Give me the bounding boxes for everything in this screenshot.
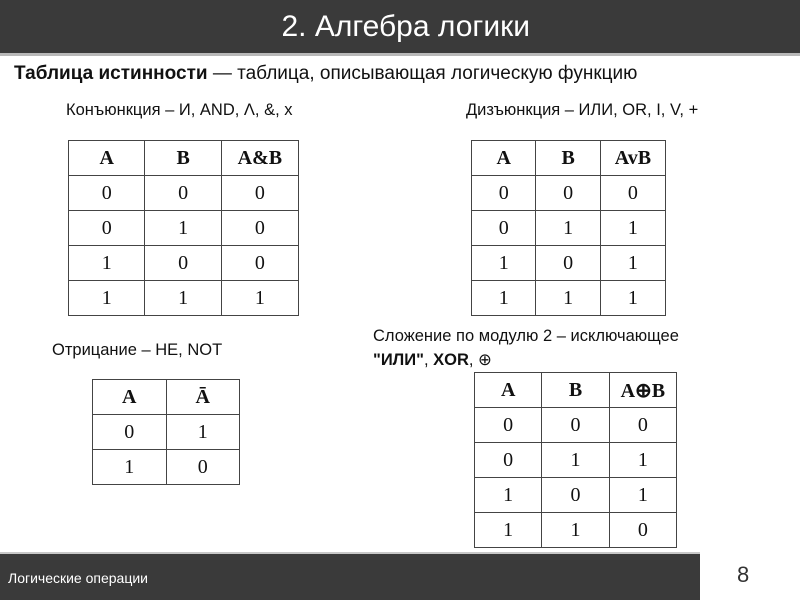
xor-symbol-text: , ⊕ xyxy=(468,351,492,369)
xor-label-separator: , xyxy=(423,351,434,369)
table-cell: 1 xyxy=(93,450,167,485)
table-cell: 0 xyxy=(542,478,609,513)
table-header-cell: A xyxy=(472,141,536,176)
table-cell: 0 xyxy=(166,450,240,485)
table-header-cell: AvB xyxy=(600,141,665,176)
disjunction-table xyxy=(471,140,666,316)
table-cell: 1 xyxy=(69,246,145,281)
table-row xyxy=(69,281,299,316)
table-header-cell: A&B xyxy=(221,141,298,176)
table-header-cell: B xyxy=(536,141,600,176)
table-row xyxy=(472,281,666,316)
table-cell: 1 xyxy=(542,513,609,548)
table-header-cell: A⊕B xyxy=(609,373,676,408)
table-cell: 0 xyxy=(69,176,145,211)
table-row xyxy=(475,513,677,548)
table-cell: 0 xyxy=(221,246,298,281)
table-row xyxy=(475,408,677,443)
table-cell: 1 xyxy=(600,246,665,281)
table-cell: 1 xyxy=(475,478,542,513)
conjunction-table xyxy=(68,140,299,316)
table-cell: 1 xyxy=(609,443,676,478)
table-header-cell: B xyxy=(542,373,609,408)
table-cell: 1 xyxy=(609,478,676,513)
xor-label-line1: Сложение по модулю 2 – исключающее xyxy=(373,327,679,345)
disjunction-label: Дизъюнкция – ИЛИ, OR, I, V, + xyxy=(466,101,699,119)
table-header-cell: A xyxy=(475,373,542,408)
table-cell: 0 xyxy=(536,176,600,211)
page-number: 8 xyxy=(737,562,750,587)
xor-label-or: "ИЛИ" xyxy=(373,351,424,369)
table-cell: 1 xyxy=(536,211,600,246)
table-row xyxy=(69,246,299,281)
table-cell: 0 xyxy=(93,415,167,450)
conjunction-label: Конъюнкция – И, AND, Λ, &, x xyxy=(66,101,293,119)
table-row xyxy=(69,176,299,211)
table-cell: 1 xyxy=(145,211,221,246)
table-cell: 0 xyxy=(69,211,145,246)
table-cell: 1 xyxy=(166,415,240,450)
table-row xyxy=(93,450,240,485)
negation-table xyxy=(92,379,240,485)
table-cell: 0 xyxy=(472,176,536,211)
table-cell: 1 xyxy=(472,246,536,281)
table-cell: 0 xyxy=(145,176,221,211)
section-name: Логические операции xyxy=(8,570,148,586)
footer-bar xyxy=(0,552,700,600)
table-header-cell: Ā xyxy=(166,380,240,415)
table-header-cell: B xyxy=(145,141,221,176)
table-cell: 1 xyxy=(221,281,298,316)
table-row xyxy=(69,211,299,246)
table-row xyxy=(472,246,666,281)
title-bar xyxy=(0,0,800,56)
negation-label: Отрицание – НЕ, NOT xyxy=(52,341,223,359)
table-cell: 0 xyxy=(542,408,609,443)
table-row xyxy=(93,415,240,450)
table-cell: 1 xyxy=(536,281,600,316)
table-header-cell: A xyxy=(93,380,167,415)
table-row xyxy=(475,478,677,513)
table-header-cell: A xyxy=(69,141,145,176)
table-cell: 1 xyxy=(145,281,221,316)
table-cell: 1 xyxy=(600,281,665,316)
intro-text xyxy=(14,63,637,85)
table-cell: 0 xyxy=(472,211,536,246)
slide-title: 2. Алгебра логики xyxy=(281,10,530,43)
intro-definition: — таблица, описывающая логическую функцию xyxy=(207,63,638,84)
table-cell: 0 xyxy=(475,408,542,443)
table-cell: 1 xyxy=(542,443,609,478)
table-cell: 1 xyxy=(475,513,542,548)
table-cell: 0 xyxy=(221,211,298,246)
xor-label-xor: XOR xyxy=(433,351,469,369)
table-cell: 1 xyxy=(472,281,536,316)
table-cell: 1 xyxy=(69,281,145,316)
table-row xyxy=(472,176,666,211)
table-cell: 0 xyxy=(221,176,298,211)
table-row xyxy=(472,211,666,246)
table-cell: 0 xyxy=(600,176,665,211)
table-cell: 1 xyxy=(600,211,665,246)
table-cell: 0 xyxy=(609,513,676,548)
table-row xyxy=(475,443,677,478)
xor-label-line2 xyxy=(373,350,492,370)
xor-table xyxy=(474,372,677,548)
table-cell: 0 xyxy=(536,246,600,281)
table-cell: 0 xyxy=(475,443,542,478)
intro-term: Таблица истинности xyxy=(14,63,208,84)
table-cell: 0 xyxy=(145,246,221,281)
table-cell: 0 xyxy=(609,408,676,443)
